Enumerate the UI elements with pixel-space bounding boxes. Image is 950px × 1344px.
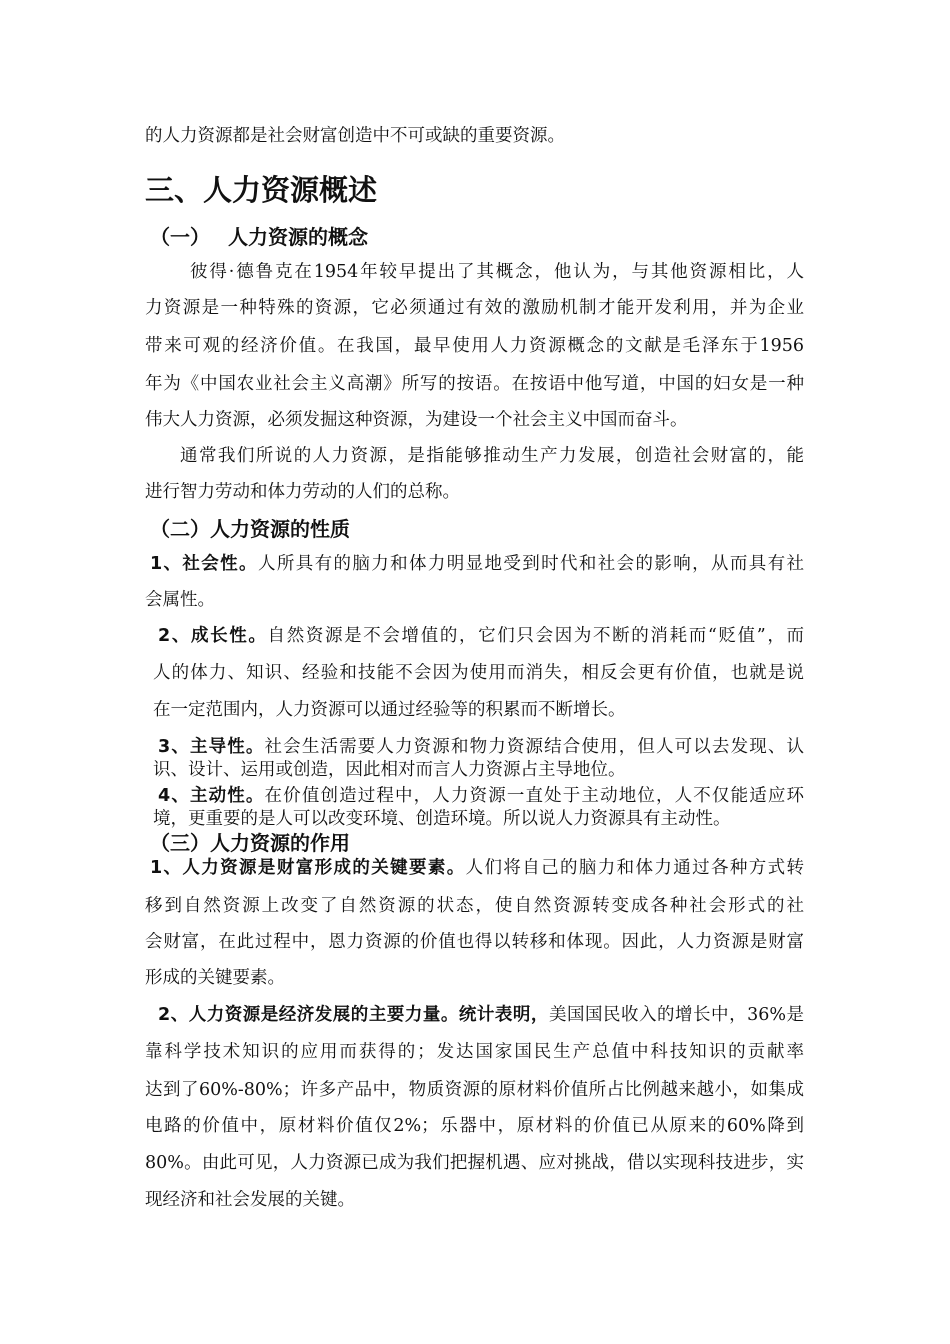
paragraph-line: 靠科学技术知识的应用而获得的；发达国家国民生产总值中科技知识的贡献率 (145, 1042, 804, 1062)
concept-heading-number: （一） (150, 225, 210, 249)
paragraph-line: 在一定范围内，人力资源可以通过经验等的积累而不断增长。 (153, 700, 626, 720)
nature-item-social: 1、社会性。人所具有的脑力和体力明显地受到时代和社会的影响，从而具有社 (150, 554, 804, 574)
paragraph-line: 彼得·德鲁克在1954年较早提出了其概念，他认为，与其他资源相比，人 (190, 262, 804, 282)
section-title: 三、人力资源概述 (145, 173, 378, 207)
nature-heading: （二）人力资源的性质 (150, 517, 350, 541)
paragraph-line: 进行智力劳动和体力劳动的人们的总称。 (145, 482, 460, 502)
concept-heading-text: 人力资源的概念 (228, 225, 368, 249)
paragraph-line: 识、设计、运用或创造，因此相对而言人力资源占主导地位。 (153, 760, 626, 780)
role-heading: （三）人力资源的作用 (150, 831, 350, 855)
nature-item-growth: 2、成长性。自然资源是不会增值的，它们只会因为不断的消耗而“贬值”，而 (158, 626, 804, 646)
paragraph-line: 会属性。 (145, 590, 215, 610)
paragraph-line: 通常我们所说的人力资源，是指能够推动生产力发展，创造社会财富的，能 (180, 446, 804, 466)
paragraph-line: 年为《中国农业社会主义高潮》所写的按语。在按语中他写道，中国的妇女是一种 (145, 374, 804, 394)
paragraph-line: 境，更重要的是人可以改变环境、创造环境。所以说人力资源具有主动性。 (153, 809, 731, 829)
nature-item-initiative: 4、主动性。在价值创造过程中，人力资源一直处于主动地位，人不仅能适应环 (158, 786, 804, 806)
nature-item-dominance: 3、主导性。社会生活需要人力资源和物力资源结合使用，但人可以去发现、认 (158, 737, 804, 757)
paragraph-line: 达到了60%-80%；许多产品中，物质资源的原材料价值所占比例越来越小，如集成 (145, 1080, 804, 1100)
paragraph-line: 移到自然资源上改变了自然资源的状态，使自然资源转变成各种社会形式的社 (145, 896, 804, 916)
paragraph-line: 电路的价值中，原材料价值仅2%；乐器中，原材料的价值已从原来的60%降到 (145, 1116, 804, 1136)
paragraph-line: 带来可观的经济价值。在我国，最早使用人力资源概念的文献是毛泽东于1956 (145, 336, 804, 356)
paragraph-line: 形成的关键要素。 (145, 968, 285, 988)
paragraph-line: 力资源是一种特殊的资源，它必须通过有效的激励机制才能开发利用，并为企业 (145, 298, 804, 318)
paragraph-line: 现经济和社会发展的关键。 (145, 1190, 355, 1210)
role-item-economy: 2、人力资源是经济发展的主要力量。统计表明，美国国民收入的增长中，36%是 (158, 1005, 804, 1025)
concept-heading (150, 227, 368, 247)
paragraph-line: 80%。由此可见，人力资源已成为我们把握机遇、应对挑战，借以实现科技进步，实 (145, 1153, 804, 1173)
role-item-wealth: 1、人力资源是财富形成的关键要素。人们将自己的脑力和体力通过各种方式转 (150, 858, 804, 878)
paragraph-line: 伟大人力资源，必须发掘这种资源，为建设一个社会主义中国而奋斗。 (145, 410, 688, 430)
paragraph-line: 会财富，在此过程中，恩力资源的价值也得以转移和体现。因此，人力资源是财富 (145, 932, 804, 952)
intro-tail-text: 的人力资源都是社会财富创造中不可或缺的重要资源。 (145, 126, 565, 146)
paragraph-line: 人的体力、知识、经验和技能不会因为使用而消失，相反会更有价值，也就是说 (153, 663, 804, 683)
